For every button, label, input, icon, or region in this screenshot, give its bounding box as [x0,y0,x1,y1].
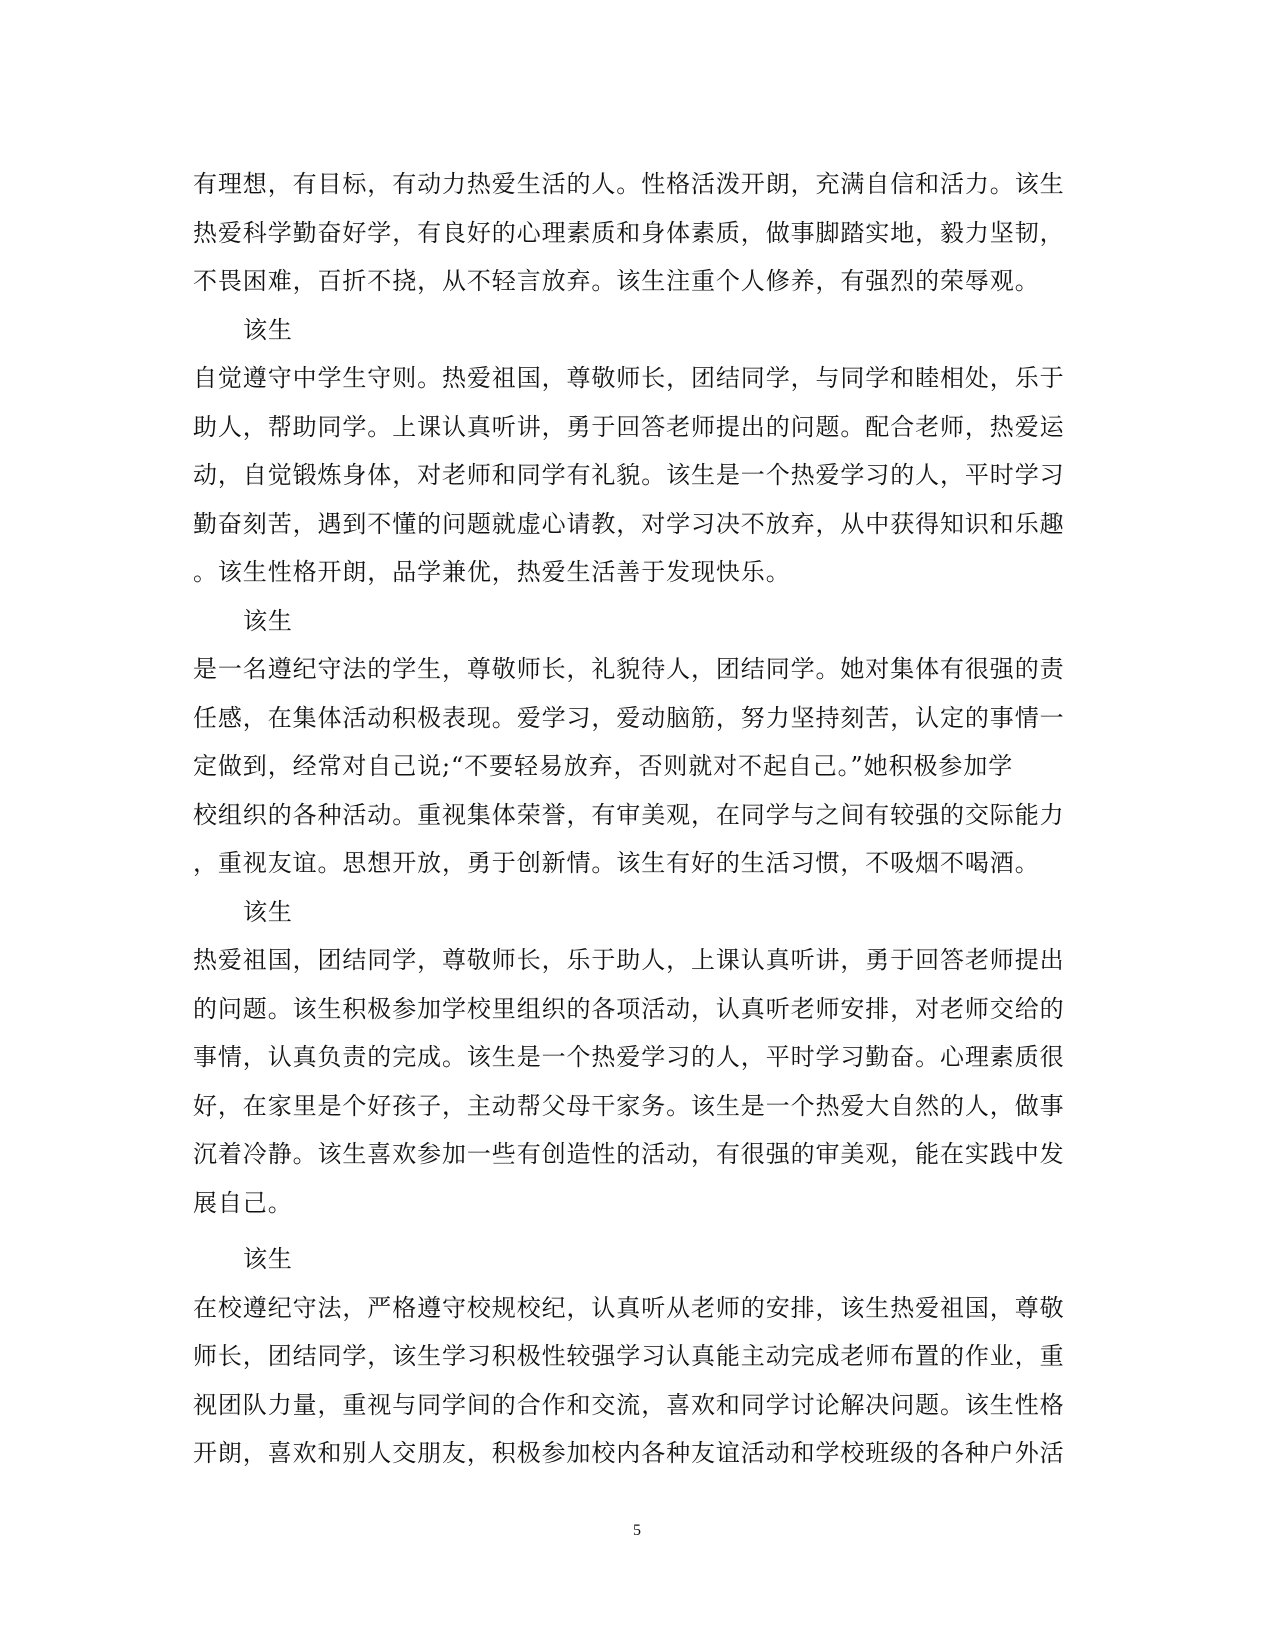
section-heading: 该生 [243,606,293,635]
text-line: 是一名遵纪守法的学生，尊敬师长，礼貌待人，团结同学。她对集体有很强的责 [193,655,1065,683]
text-line: 有理想，有目标，有动力热爱生活的人。性格活泼开朗，充满自信和活力。该生 [193,170,1065,198]
text-line: 自觉遵守中学生守则。热爱祖国，尊敬师长，团结同学，与同学和睦相处，乐于 [193,364,1065,392]
text-line: ，重视友谊。思想开放，勇于创新情。该生有好的生活习惯，不吸烟不喝酒。 [193,849,1040,877]
text-line: 好，在家里是个好孩子，主动帮父母干家务。该生是一个热爱大自然的人，做事 [193,1091,1065,1120]
text-line: 动，自觉锻炼身体，对老师和同学有礼貌。该生是一个热爱学习的人，平时学习 [193,461,1065,489]
text-line: 在校遵纪守法，严格遵守校规校纪，认真听从老师的安排，该生热爱祖国，尊敬 [193,1293,1065,1322]
text-line: 勤奋刻苦，遇到不懂的问题就虚心请教，对学习决不放弃，从中获得知识和乐趣 [193,509,1065,538]
text-line: 不畏困难，百折不挠，从不轻言放弃。该生注重个人修养，有强烈的荣辱观。 [193,267,1040,295]
text-line: 开朗，喜欢和别人交朋友，积极参加校内各种友谊活动和学校班级的各种户外活 [193,1439,1065,1467]
page-number: 5 [633,1522,641,1539]
text-line: 事情，认真负责的完成。该生是一个热爱学习的人，平时学习勤奋。心理素质很 [193,1043,1065,1071]
text-line: 热爱科学勤奋好学，有良好的心理素质和身体素质，做事脚踏实地，毅力坚韧， [193,218,1065,247]
document-body [193,160,1073,1478]
text-line: 定做到，经常对自己说;“不要轻易放弃，否则就对不起自己。”她积极参加学 [193,752,1014,780]
section-heading: 该生 [243,315,293,344]
text-line: 任感，在集体活动积极表现。爱学习，爱动脑筋，努力坚持刻苦，认定的事情一 [193,703,1065,732]
text-line: 的问题。该生积极参加学校里组织的各项活动，认真听老师安排，对老师交给的 [193,994,1065,1023]
text-line: 师长，团结同学，该生学习积极性较强学习认真能主动完成老师布置的作业，重 [193,1342,1065,1370]
text-line: 视团队力量，重视与同学间的合作和交流，喜欢和同学讨论解决问题。该生性格 [193,1390,1065,1419]
section-heading: 该生 [243,897,293,926]
text-line: 沉着冷静。该生喜欢参加一些有创造性的活动，有很强的审美观，能在实践中发 [193,1140,1065,1168]
text-line: 助人，帮助同学。上课认真听讲，勇于回答老师提出的问题。配合老师，热爱运 [193,412,1065,441]
text-line: 。该生性格开朗，品学兼优，热爱生活善于发现快乐。 [193,558,791,586]
text-line: 热爱祖国，团结同学，尊敬师长，乐于助人，上课认真听讲，勇于回答老师提出 [193,946,1065,974]
section-heading: 该生 [243,1245,293,1273]
text-line: 展自己。 [193,1188,293,1217]
text-line: 校组织的各种活动。重视集体荣誉，有审美观，在同学与之间有较强的交际能力 [193,800,1065,829]
